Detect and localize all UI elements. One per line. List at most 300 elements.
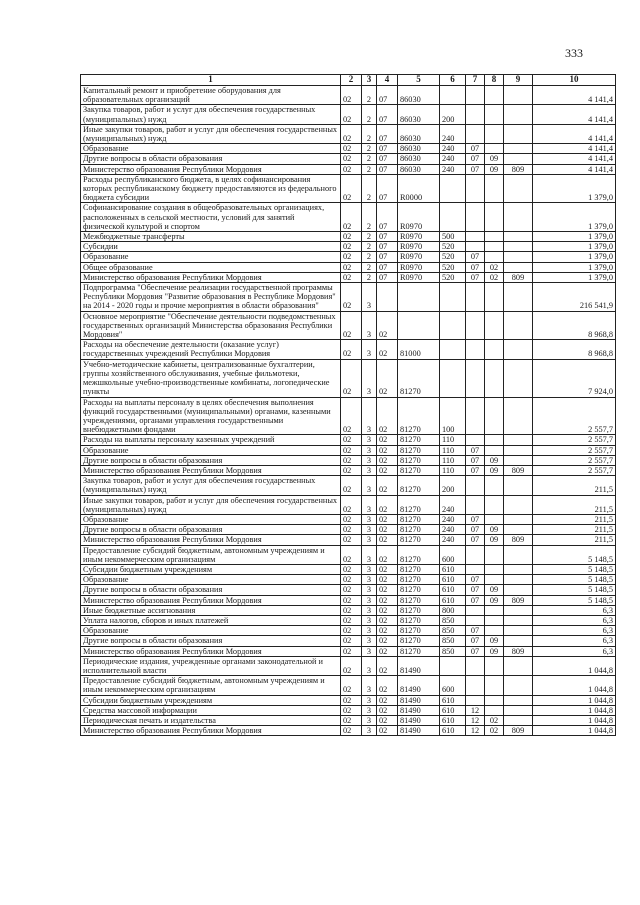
section-code-cell — [466, 656, 485, 675]
expense-type-cell: 240 — [440, 164, 466, 174]
subsection-code-cell — [485, 311, 504, 340]
subprogram-code-cell: 3 — [362, 397, 377, 435]
subprogram-code-cell: 3 — [362, 605, 377, 615]
event-code-cell: 02 — [377, 340, 398, 359]
amount-cell: 211,5 — [533, 535, 616, 545]
table-row — [81, 124, 616, 143]
subprogram-code-cell: 2 — [362, 232, 377, 242]
ministry-code-cell — [504, 283, 533, 312]
amount-cell: 1 044,8 — [533, 705, 616, 715]
ministry-code-cell — [504, 636, 533, 646]
ministry-code-cell — [504, 174, 533, 203]
amount-cell: 1 379,0 — [533, 174, 616, 203]
ministry-code-cell: 809 — [504, 535, 533, 545]
expense-type-cell: 240 — [440, 144, 466, 154]
program-code-cell: 02 — [341, 340, 362, 359]
program-code-cell: 02 — [341, 676, 362, 695]
column-header-5: 5 — [398, 75, 440, 86]
amount-cell: 1 044,8 — [533, 676, 616, 695]
program-code-cell: 02 — [341, 174, 362, 203]
section-code-cell — [466, 311, 485, 340]
subprogram-code-cell: 3 — [362, 445, 377, 455]
row-name-cell: Расходы на выплаты персоналу казенных учреждений — [81, 435, 341, 445]
subsection-code-cell — [485, 359, 504, 397]
event-code-cell: 02 — [377, 445, 398, 455]
section-code-cell: 07 — [466, 272, 485, 282]
expense-type-cell: 100 — [440, 397, 466, 435]
program-code-cell: 02 — [341, 435, 362, 445]
section-code-cell: 07 — [466, 514, 485, 524]
subsection-code-cell — [485, 514, 504, 524]
table-row — [81, 272, 616, 282]
expense-type-cell: 240 — [440, 514, 466, 524]
expense-type-cell: 610 — [440, 564, 466, 574]
expense-type-cell: 520 — [440, 262, 466, 272]
row-name-cell: Образование — [81, 144, 341, 154]
ministry-code-cell — [504, 626, 533, 636]
column-header-7: 7 — [466, 75, 485, 86]
subprogram-code-cell: 3 — [362, 595, 377, 605]
subsection-code-cell: 09 — [485, 636, 504, 646]
subprogram-code-cell: 2 — [362, 174, 377, 203]
program-code-cell: 02 — [341, 359, 362, 397]
subsection-code-cell — [485, 283, 504, 312]
subsection-code-cell: 09 — [485, 465, 504, 475]
subsection-code-cell — [485, 174, 504, 203]
row-name-cell: Средства массовой информации — [81, 705, 341, 715]
amount-cell: 4 141,4 — [533, 154, 616, 164]
subprogram-code-cell: 2 — [362, 203, 377, 232]
subsection-code-cell — [485, 232, 504, 242]
amount-cell: 1 379,0 — [533, 232, 616, 242]
program-code-cell: 02 — [341, 535, 362, 545]
table-row — [81, 605, 616, 615]
column-header-6: 6 — [440, 75, 466, 86]
event-code-cell: 02 — [377, 695, 398, 705]
expense-type-cell: 500 — [440, 232, 466, 242]
event-code-cell: 02 — [377, 646, 398, 656]
ministry-code-cell — [504, 525, 533, 535]
table-row — [81, 262, 616, 272]
ministry-code-cell — [504, 676, 533, 695]
ministry-code-cell — [504, 252, 533, 262]
direction-code-cell: 81270 — [398, 545, 440, 564]
table-row — [81, 595, 616, 605]
subsection-code-cell — [485, 144, 504, 154]
column-header-2: 2 — [341, 75, 362, 86]
subprogram-code-cell: 3 — [362, 545, 377, 564]
column-header-10: 10 — [533, 75, 616, 86]
expense-type-cell — [440, 203, 466, 232]
row-name-cell: Министерство образования Республики Мордовия — [81, 535, 341, 545]
expense-type-cell: 110 — [440, 465, 466, 475]
program-code-cell: 02 — [341, 585, 362, 595]
row-name-cell: Образование — [81, 252, 341, 262]
amount-cell: 216 541,9 — [533, 283, 616, 312]
subprogram-code-cell: 2 — [362, 124, 377, 143]
section-code-cell: 07 — [466, 445, 485, 455]
subprogram-code-cell: 2 — [362, 144, 377, 154]
amount-cell: 4 141,4 — [533, 164, 616, 174]
row-name-cell: Другие вопросы в области образования — [81, 455, 341, 465]
direction-code-cell: 86030 — [398, 105, 440, 124]
program-code-cell: 02 — [341, 476, 362, 495]
row-name-cell: Другие вопросы в области образования — [81, 636, 341, 646]
program-code-cell: 02 — [341, 445, 362, 455]
ministry-code-cell — [504, 154, 533, 164]
direction-code-cell: 81270 — [398, 595, 440, 605]
expense-type-cell — [440, 359, 466, 397]
direction-code-cell: R0970 — [398, 203, 440, 232]
table-row — [81, 615, 616, 625]
expense-type-cell: 610 — [440, 595, 466, 605]
program-code-cell: 02 — [341, 105, 362, 124]
subsection-code-cell: 02 — [485, 726, 504, 736]
section-code-cell — [466, 397, 485, 435]
column-header-8: 8 — [485, 75, 504, 86]
ministry-code-cell — [504, 656, 533, 675]
program-code-cell: 02 — [341, 203, 362, 232]
subsection-code-cell — [485, 476, 504, 495]
expense-type-cell — [440, 86, 466, 105]
subsection-code-cell — [485, 495, 504, 514]
row-name-cell: Межбюджетные трансферты — [81, 232, 341, 242]
expense-type-cell — [440, 311, 466, 340]
row-name-cell: Образование — [81, 514, 341, 524]
direction-code-cell: 81270 — [398, 636, 440, 646]
column-header-1: 1 — [81, 75, 341, 86]
row-name-cell: Министерство образования Республики Мордовия — [81, 595, 341, 605]
amount-cell: 5 148,5 — [533, 564, 616, 574]
expense-type-cell: 610 — [440, 716, 466, 726]
direction-code-cell: 81270 — [398, 476, 440, 495]
amount-cell: 1 379,0 — [533, 272, 616, 282]
ministry-code-cell — [504, 545, 533, 564]
event-code-cell: 07 — [377, 252, 398, 262]
table-body — [81, 86, 616, 736]
subprogram-code-cell: 2 — [362, 105, 377, 124]
program-code-cell: 02 — [341, 242, 362, 252]
ministry-code-cell — [504, 144, 533, 154]
program-code-cell: 02 — [341, 164, 362, 174]
amount-cell: 2 557,7 — [533, 455, 616, 465]
row-name-cell: Расходы республиканского бюджета, в целях софинансирования которых республиканскому бюджету предоставляются из федерального бюджета субсидии — [81, 174, 341, 203]
section-code-cell: 07 — [466, 595, 485, 605]
amount-cell: 211,5 — [533, 525, 616, 535]
event-code-cell: 02 — [377, 615, 398, 625]
amount-cell: 8 968,8 — [533, 340, 616, 359]
ministry-code-cell — [504, 86, 533, 105]
event-code-cell: 07 — [377, 174, 398, 203]
subsection-code-cell — [485, 676, 504, 695]
event-code-cell: 02 — [377, 455, 398, 465]
subprogram-code-cell: 2 — [362, 242, 377, 252]
amount-cell: 1 044,8 — [533, 695, 616, 705]
program-code-cell: 02 — [341, 716, 362, 726]
event-code-cell: 02 — [377, 564, 398, 574]
subprogram-code-cell: 2 — [362, 154, 377, 164]
expense-type-cell: 110 — [440, 455, 466, 465]
ministry-code-cell: 809 — [504, 646, 533, 656]
subsection-code-cell — [485, 615, 504, 625]
subsection-code-cell: 09 — [485, 585, 504, 595]
subprogram-code-cell: 3 — [362, 455, 377, 465]
expense-type-cell — [440, 283, 466, 312]
section-code-cell — [466, 359, 485, 397]
program-code-cell: 02 — [341, 564, 362, 574]
event-code-cell: 07 — [377, 124, 398, 143]
event-code-cell: 02 — [377, 514, 398, 524]
direction-code-cell: 81270 — [398, 514, 440, 524]
section-code-cell — [466, 435, 485, 445]
ministry-code-cell — [504, 495, 533, 514]
section-code-cell: 07 — [466, 164, 485, 174]
direction-code-cell: 81270 — [398, 445, 440, 455]
amount-cell: 1 379,0 — [533, 203, 616, 232]
expense-type-cell — [440, 656, 466, 675]
table-row — [81, 705, 616, 715]
program-code-cell: 02 — [341, 495, 362, 514]
table-row — [81, 232, 616, 242]
amount-cell: 2 557,7 — [533, 397, 616, 435]
subsection-code-cell — [485, 203, 504, 232]
table-row — [81, 575, 616, 585]
direction-code-cell — [398, 311, 440, 340]
ministry-code-cell — [504, 105, 533, 124]
event-code-cell: 02 — [377, 465, 398, 475]
event-code-cell: 07 — [377, 164, 398, 174]
expense-type-cell: 600 — [440, 676, 466, 695]
program-code-cell: 02 — [341, 545, 362, 564]
event-code-cell: 02 — [377, 656, 398, 675]
direction-code-cell: R0970 — [398, 252, 440, 262]
table-row — [81, 174, 616, 203]
subsection-code-cell — [485, 626, 504, 636]
table-row — [81, 514, 616, 524]
subprogram-code-cell: 2 — [362, 164, 377, 174]
direction-code-cell: 81490 — [398, 705, 440, 715]
event-code-cell: 07 — [377, 242, 398, 252]
subprogram-code-cell: 3 — [362, 476, 377, 495]
program-code-cell: 02 — [341, 283, 362, 312]
row-name-cell: Периодическая печать и издательства — [81, 716, 341, 726]
expense-type-cell: 610 — [440, 726, 466, 736]
expense-type-cell: 240 — [440, 154, 466, 164]
direction-code-cell: 86030 — [398, 144, 440, 154]
section-code-cell: 07 — [466, 626, 485, 636]
expense-type-cell: 520 — [440, 252, 466, 262]
subprogram-code-cell: 3 — [362, 564, 377, 574]
event-code-cell: 02 — [377, 311, 398, 340]
budget-table — [80, 74, 616, 736]
direction-code-cell: 81270 — [398, 575, 440, 585]
direction-code-cell: 81490 — [398, 726, 440, 736]
subsection-code-cell: 02 — [485, 716, 504, 726]
event-code-cell: 02 — [377, 435, 398, 445]
direction-code-cell: 81490 — [398, 695, 440, 705]
expense-type-cell: 200 — [440, 105, 466, 124]
program-code-cell: 02 — [341, 252, 362, 262]
ministry-code-cell — [504, 585, 533, 595]
subsection-code-cell: 09 — [485, 535, 504, 545]
ministry-code-cell — [504, 435, 533, 445]
section-code-cell: 07 — [466, 465, 485, 475]
table-row — [81, 105, 616, 124]
amount-cell: 4 141,4 — [533, 105, 616, 124]
table-row — [81, 397, 616, 435]
direction-code-cell: 81270 — [398, 535, 440, 545]
direction-code-cell: 81270 — [398, 585, 440, 595]
amount-cell: 5 148,5 — [533, 585, 616, 595]
table-row — [81, 476, 616, 495]
table-row — [81, 311, 616, 340]
direction-code-cell: 81270 — [398, 455, 440, 465]
event-code-cell: 02 — [377, 626, 398, 636]
direction-code-cell: 81490 — [398, 716, 440, 726]
amount-cell: 4 141,4 — [533, 86, 616, 105]
row-name-cell: Подпрограмма "Обеспечение реализации государственной программы Республики Мордовия "Развитие образования в Республике Мордовия" на 2014 - 2020 годы и прочие мероприятия в области образования" — [81, 283, 341, 312]
amount-cell: 6,3 — [533, 626, 616, 636]
ministry-code-cell — [504, 242, 533, 252]
expense-type-cell: 850 — [440, 646, 466, 656]
row-name-cell: Предоставление субсидий бюджетным, автономным учреждениям и иным некоммерческим организациям — [81, 545, 341, 564]
program-code-cell: 02 — [341, 695, 362, 705]
table-header-row — [81, 75, 616, 86]
direction-code-cell: 81270 — [398, 435, 440, 445]
subprogram-code-cell: 3 — [362, 575, 377, 585]
subsection-code-cell: 02 — [485, 272, 504, 282]
row-name-cell: Иные закупки товаров, работ и услуг для обеспечения государственных (муниципальных) нужд — [81, 495, 341, 514]
row-name-cell: Закупка товаров, работ и услуг для обеспечения государственных (муниципальных) нужд — [81, 476, 341, 495]
expense-type-cell: 850 — [440, 615, 466, 625]
subprogram-code-cell: 3 — [362, 726, 377, 736]
amount-cell: 211,5 — [533, 476, 616, 495]
section-code-cell — [466, 174, 485, 203]
row-name-cell: Министерство образования Республики Мордовия — [81, 646, 341, 656]
direction-code-cell: 81000 — [398, 340, 440, 359]
amount-cell: 1 379,0 — [533, 252, 616, 262]
direction-code-cell: 81270 — [398, 525, 440, 535]
program-code-cell: 02 — [341, 656, 362, 675]
ministry-code-cell — [504, 359, 533, 397]
expense-type-cell: 240 — [440, 525, 466, 535]
section-code-cell: 07 — [466, 636, 485, 646]
program-code-cell: 02 — [341, 262, 362, 272]
direction-code-cell: R0970 — [398, 242, 440, 252]
event-code-cell: 07 — [377, 203, 398, 232]
section-code-cell — [466, 340, 485, 359]
row-name-cell: Образование — [81, 575, 341, 585]
program-code-cell: 02 — [341, 455, 362, 465]
subsection-code-cell — [485, 575, 504, 585]
column-header-4: 4 — [377, 75, 398, 86]
event-code-cell — [377, 283, 398, 312]
table-row — [81, 340, 616, 359]
section-code-cell: 07 — [466, 585, 485, 595]
program-code-cell: 02 — [341, 626, 362, 636]
event-code-cell: 02 — [377, 726, 398, 736]
section-code-cell: 07 — [466, 154, 485, 164]
subsection-code-cell — [485, 545, 504, 564]
ministry-code-cell — [504, 615, 533, 625]
section-code-cell: 12 — [466, 705, 485, 715]
subprogram-code-cell: 3 — [362, 646, 377, 656]
event-code-cell: 02 — [377, 495, 398, 514]
subprogram-code-cell: 3 — [362, 283, 377, 312]
table-row — [81, 676, 616, 695]
section-code-cell — [466, 203, 485, 232]
table-row — [81, 164, 616, 174]
column-header-9: 9 — [504, 75, 533, 86]
row-name-cell: Основное мероприятие "Обеспечение деятельности подведомственных государственных организаций Министерства образования Республики Мордовия" — [81, 311, 341, 340]
section-code-cell: 12 — [466, 726, 485, 736]
subsection-code-cell: 09 — [485, 595, 504, 605]
amount-cell: 2 557,7 — [533, 465, 616, 475]
table-row — [81, 445, 616, 455]
section-code-cell: 07 — [466, 525, 485, 535]
amount-cell: 6,3 — [533, 636, 616, 646]
ministry-code-cell — [504, 455, 533, 465]
direction-code-cell: 86030 — [398, 154, 440, 164]
event-code-cell: 07 — [377, 105, 398, 124]
amount-cell: 4 141,4 — [533, 124, 616, 143]
subsection-code-cell: 09 — [485, 164, 504, 174]
section-code-cell — [466, 283, 485, 312]
subprogram-code-cell: 3 — [362, 615, 377, 625]
program-code-cell: 02 — [341, 154, 362, 164]
event-code-cell: 02 — [377, 636, 398, 646]
expense-type-cell — [440, 174, 466, 203]
program-code-cell: 02 — [341, 726, 362, 736]
program-code-cell: 02 — [341, 272, 362, 282]
table-row — [81, 564, 616, 574]
program-code-cell: 02 — [341, 705, 362, 715]
row-name-cell: Образование — [81, 626, 341, 636]
event-code-cell: 02 — [377, 397, 398, 435]
subprogram-code-cell: 3 — [362, 525, 377, 535]
program-code-cell: 02 — [341, 144, 362, 154]
expense-type-cell: 110 — [440, 445, 466, 455]
column-header-3: 3 — [362, 75, 377, 86]
ministry-code-cell — [504, 476, 533, 495]
subprogram-code-cell: 2 — [362, 272, 377, 282]
section-code-cell — [466, 564, 485, 574]
row-name-cell: Субсидии бюджетным учреждениям — [81, 695, 341, 705]
direction-code-cell: R0970 — [398, 272, 440, 282]
program-code-cell: 02 — [341, 311, 362, 340]
amount-cell: 1 379,0 — [533, 242, 616, 252]
subsection-code-cell — [485, 445, 504, 455]
row-name-cell: Иные бюджетные ассигнования — [81, 605, 341, 615]
direction-code-cell: 81490 — [398, 656, 440, 675]
section-code-cell — [466, 545, 485, 564]
row-name-cell: Другие вопросы в области образования — [81, 525, 341, 535]
table-row — [81, 203, 616, 232]
subsection-code-cell: 09 — [485, 525, 504, 535]
subsection-code-cell: 02 — [485, 262, 504, 272]
page-number: 333 — [565, 46, 583, 60]
subprogram-code-cell: 3 — [362, 585, 377, 595]
direction-code-cell: 81490 — [398, 676, 440, 695]
program-code-cell: 02 — [341, 646, 362, 656]
table-row — [81, 86, 616, 105]
subsection-code-cell — [485, 124, 504, 143]
amount-cell: 4 141,4 — [533, 144, 616, 154]
event-code-cell: 02 — [377, 585, 398, 595]
subsection-code-cell — [485, 656, 504, 675]
row-name-cell: Другие вопросы в области образования — [81, 154, 341, 164]
amount-cell: 6,3 — [533, 615, 616, 625]
